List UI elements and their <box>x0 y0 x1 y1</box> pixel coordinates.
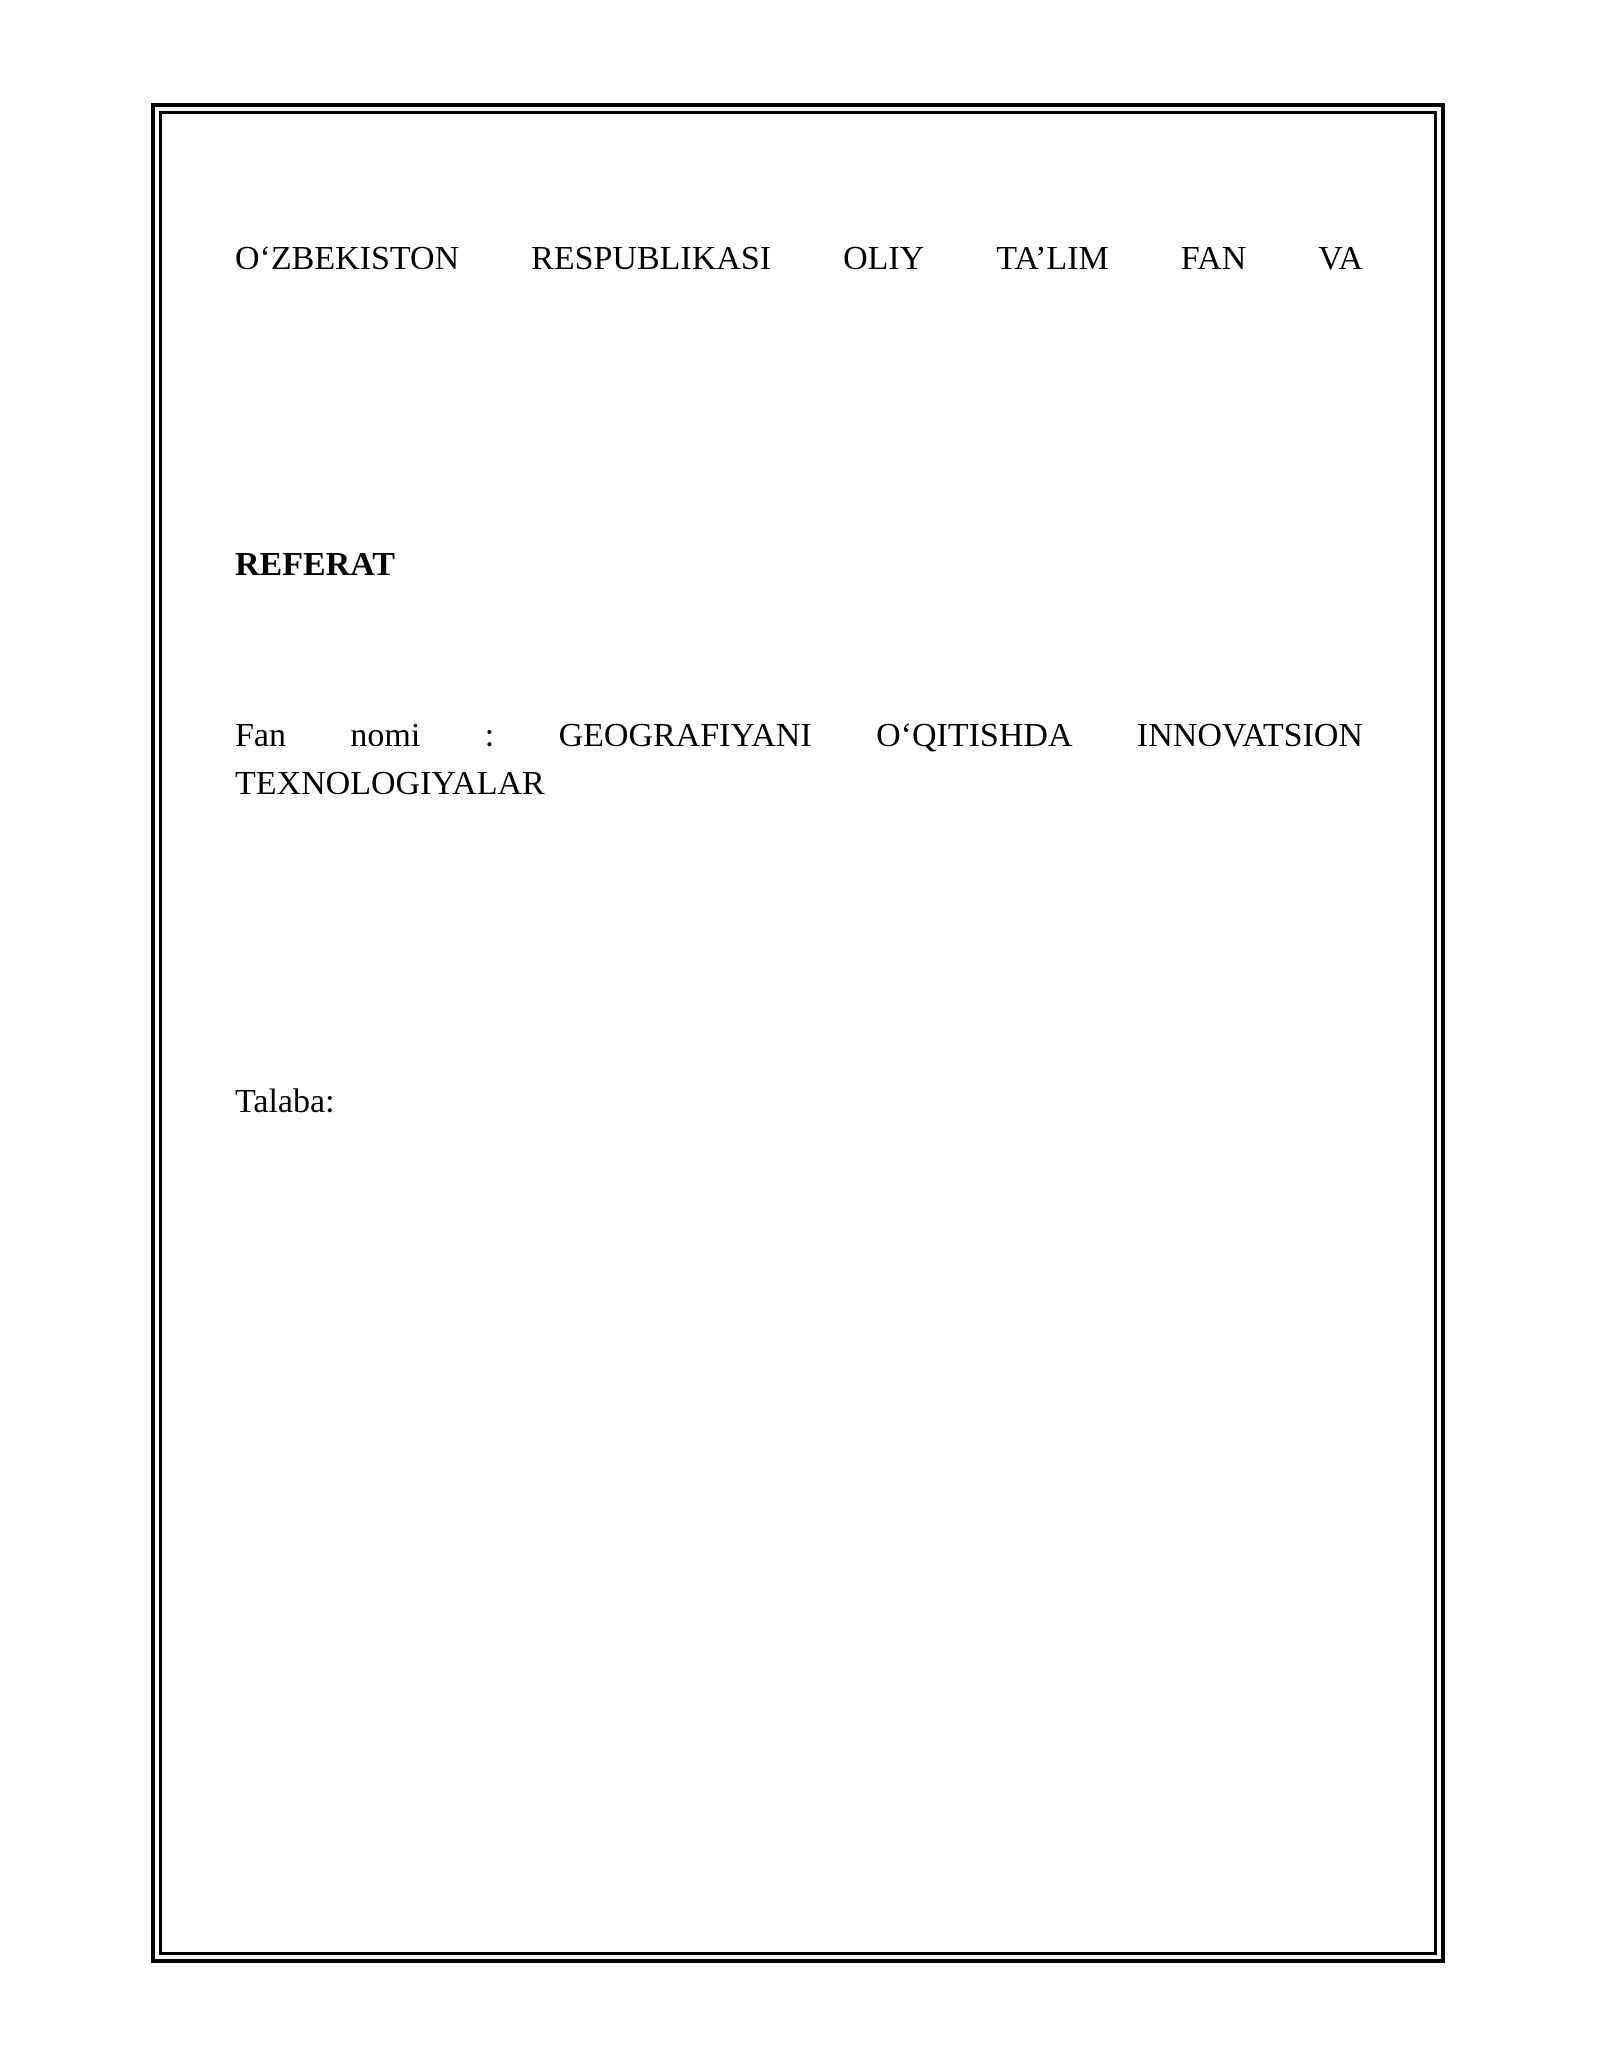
subject-line-continued: TEXNOLOGIYALAR <box>235 765 545 802</box>
subject-word: : <box>484 717 495 754</box>
subject-word: nomi <box>350 717 421 754</box>
document-title: REFERAT <box>235 546 395 583</box>
ministry-word: O‘ZBEKISTON <box>235 240 460 277</box>
ministry-word: FAN <box>1180 240 1247 277</box>
ministry-word: RESPUBLIKASI <box>531 240 772 277</box>
ministry-word: VA <box>1318 240 1363 277</box>
student-label: Talaba: <box>235 1083 335 1120</box>
subject-word: INNOVATSION <box>1136 717 1363 754</box>
subject-word: Fan <box>235 717 286 754</box>
page-border-inner <box>159 111 1437 1955</box>
ministry-word: OLIY <box>843 240 925 277</box>
subject-word: O‘QITISHDA <box>876 717 1073 754</box>
ministry-word: TA’LIM <box>996 240 1109 277</box>
ministry-heading <box>235 235 1363 283</box>
subject-word: GEOGRAFIYANI <box>558 717 812 754</box>
subject-line <box>235 712 1363 760</box>
